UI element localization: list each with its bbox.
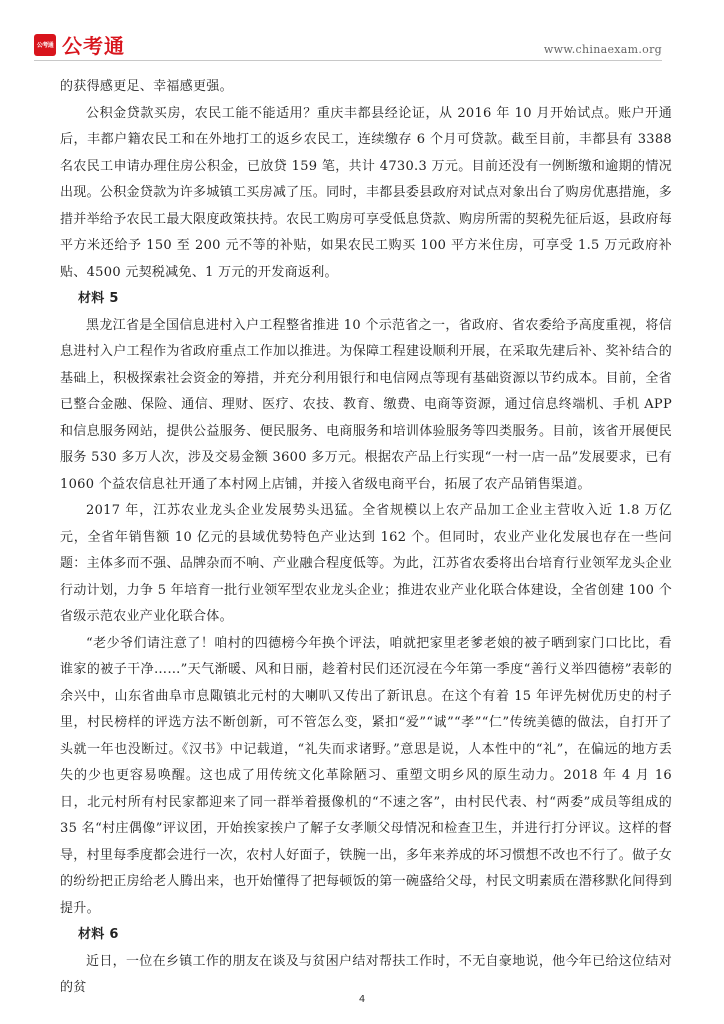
paragraph-housing-fund: 公积金贷款买房，农民工能不能适用？重庆丰都县经论证，从 2016 年 10 月开始试点。账户开通后，丰都户籍农民工和在外地打工的返乡农民工，连续缴存 6 个月可贷款。截至目前，丰都县有 3388 名农民工申请办理住房公积金，已放贷 159 笔，共计 4730.3 万元。目前还没有一例断缴和逾期的情况出现。公积金贷款为许多城镇工买房减了压。同时，丰都县委县政府对试点对象出台了购房优惠措施，多措并举给予农民工最大限度政策扶持。农民工购房可享受低息贷款、购房所需的契税先征后返，县政府每平方米还给予 150 至 200 元不等的补贴，如果农民工购买 100 平方米住房，可享受 1.5 万元政府补贴、4500 元契税减免、1 万元的开发商返利。 (60, 105, 672, 280)
paragraph-heilongjiang: 黑龙江省是全国信息进村入户工程整省推进 10 个示范省之一，省政府、省农委给予高度重视，将信息进村入户工程作为省政府重点工作加以推进。为保障工程建设顺利开展，在采取先建后补、奖补结合的基础上，积极探索社会资金的筹措，并充分利用银行和电信网点等现有基础资源以节约成本。目前，全省已整合金融、保险、通信、理财、医疗、农技、教育、缴费、电商等资源，通过信息终端机、手机 APP 和信息服务网站，提供公益服务、便民服务、电商服务和培训体验服务等四类服务。目前，该省开展便民服务 530 多万人次，涉及交易金额 3600 多万元。根据农产品上行实现“一村一店一品”发展要求，已有 1060 个益农信息社开通了本村网上店铺，并接入省级电商平台，拓展了农产品销售渠道。 (60, 317, 672, 492)
logo-text: 公考通 (62, 34, 125, 58)
document-body (60, 74, 672, 1002)
paragraph-jiangsu: 2017 年，江苏农业龙头企业发展势头迅猛。全省规模以上农产品加工企业主营收入近 1.8 万亿元，全省年销售额 10 亿元的县域优势特色产业达到 162 个。但同时，农业产业化发展也存在一些问题：主体多而不强、品牌杂而不响、产业融合程度低等。为此，江苏省农委将出台培育行业领军龙头企业行动计划，力争 5 年培育一批行业领军型农业龙头企业；推进农业产业化联合体建设，全省创建 100 个省级示范农业产业化联合体。 (60, 503, 672, 624)
site-url[interactable]: www.chinaexam.org (543, 43, 662, 56)
section-heading-material-6: 材料 6 (78, 927, 119, 942)
page-header (0, 0, 724, 66)
paragraph-poverty-aid: 近日，一位在乡镇工作的朋友在谈及与贫困户结对帮扶工作时，不无自豪地说，他今年已给这位结对的贫 (60, 953, 672, 995)
paragraph-continuation: 的获得感更足、幸福感更强。 (60, 79, 233, 94)
logo[interactable] (34, 30, 125, 59)
page-number: 4 (358, 994, 366, 1005)
paragraph-shandong: “老少爷们请注意了！咱村的四德榜今年换个评法，咱就把家里老爹老娘的被子晒到家门口比比，看谁家的被子干净……”天气渐暖、风和日丽，趁着村民们还沉浸在今年第一季度“善行义举四德榜”表彰的余兴中，山东省曲阜市息陬镇北元村的大喇叭又传出了新讯息。在这个有着 15 年评先树优历史的村子里，村民榜样的评选方法不断创新，可不管怎么变，紧扣“爱”“诚”“孝”“仁”传统美德的做法，自打开了头就一年也没断过。《汉书》中记载道，“礼失而求诸野。”意思是说，人本性中的“礼”，在偏远的地方丢失的少也更容易唤醒。这也成了用传统文化革除陋习、重塑文明乡风的原生动力。2018 年 4 月 16 日，北元村所有村民家都迎来了同一群举着摄像机的“不速之客”，由村民代表、村“两委”成员等组成的 35 名“村庄偶像”评议团，开始挨家挨户了解子女孝顺父母情况和检查卫生，并进行打分评议。这样的督导，村里每季度都会进行一次，农村人好面子，铁腕一出，多年来养成的坏习惯想不改也不行了。做子女的纷纷把正房给老人腾出来，也开始懂得了把每顿饭的第一碗盛给父母，村民文明素质在潜移默化间得到提升。 (60, 635, 672, 916)
logo-icon: 公考通 (34, 34, 56, 56)
section-heading-material-5: 材料 5 (78, 291, 119, 306)
header-divider (34, 60, 662, 61)
